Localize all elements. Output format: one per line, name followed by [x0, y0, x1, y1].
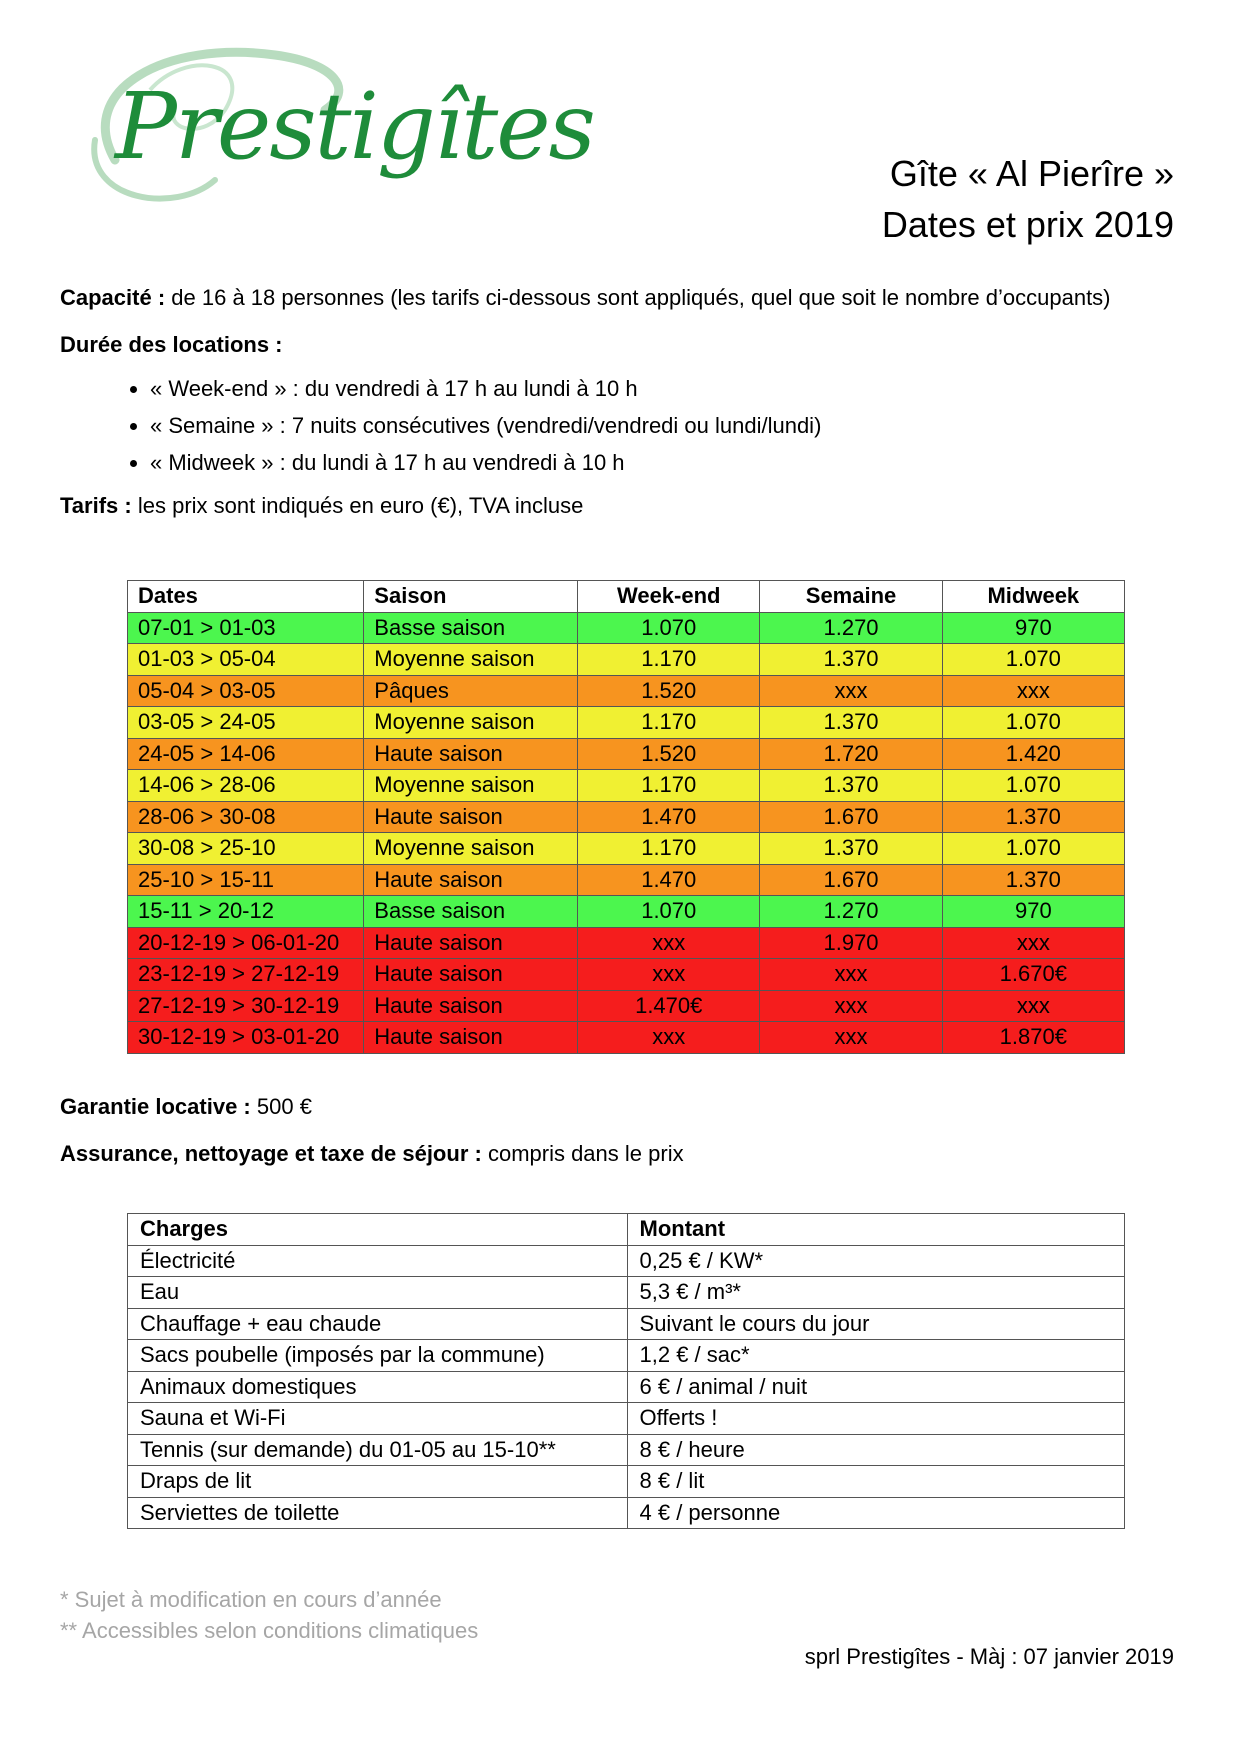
table-row [128, 1340, 1125, 1372]
table-row [128, 864, 1125, 896]
table-row [128, 959, 1125, 991]
cell-charge: Chauffage + eau chaude [128, 1308, 628, 1340]
duration-item: • « Midweek » : du lundi à 17 h au vendredi à 10 h [150, 450, 1180, 476]
tarifs-text: les prix sont indiqués en euro (€), TVA incluse [137, 493, 584, 518]
cell-midweek: 1.670€ [942, 959, 1124, 991]
table-row [128, 675, 1125, 707]
insurance-line [60, 1141, 684, 1167]
cell-dates: 30-08 > 25-10 [128, 833, 364, 865]
capacity-line [60, 285, 1180, 311]
table-row [128, 1403, 1125, 1435]
capacity-label: Capacité : [60, 285, 166, 310]
cell-midweek: 1.070 [942, 707, 1124, 739]
cell-weekend: 1.070 [578, 896, 760, 928]
table-row [128, 1277, 1125, 1309]
cell-amount: 8 € / heure [627, 1434, 1124, 1466]
intro-section [60, 285, 1180, 540]
footer-text: sprl Prestigîtes - Màj : 07 janvier 2019 [804, 1644, 1174, 1669]
cell-dates: 27-12-19 > 30-12-19 [128, 990, 364, 1022]
table-row [128, 1371, 1125, 1403]
cell-amount: 5,3 € / m³* [627, 1277, 1124, 1309]
table-row [128, 990, 1125, 1022]
cell-midweek: 1.070 [942, 833, 1124, 865]
cell-weekend: 1.170 [578, 770, 760, 802]
insurance-label: Assurance, nettoyage et taxe de séjour : [60, 1141, 482, 1166]
insurance-text: compris dans le prix [487, 1141, 684, 1166]
cell-weekend: 1.520 [578, 675, 760, 707]
cell-amount: 1,2 € / sac* [627, 1340, 1124, 1372]
table-row [128, 801, 1125, 833]
logo-text: Prestigîtes [115, 73, 594, 180]
cell-dates: 28-06 > 30-08 [128, 801, 364, 833]
cell-weekend: xxx [578, 1022, 760, 1054]
cell-amount: 4 € / personne [627, 1497, 1124, 1529]
footnotes [60, 1584, 478, 1646]
cell-midweek: 1.370 [942, 801, 1124, 833]
cell-dates: 01-03 > 05-04 [128, 644, 364, 676]
cell-charge: Draps de lit [128, 1466, 628, 1498]
table-row [128, 833, 1125, 865]
cell-semaine: 1.370 [760, 707, 942, 739]
cell-semaine: xxx [760, 1022, 942, 1054]
header-semaine: Semaine [760, 581, 942, 613]
cell-semaine: xxx [760, 675, 942, 707]
prestigites-logo [55, 30, 595, 230]
cell-semaine: 1.970 [760, 927, 942, 959]
cell-dates: 24-05 > 14-06 [128, 738, 364, 770]
price-table [127, 580, 1125, 1054]
header-dates: Dates [128, 581, 364, 613]
cell-season: Haute saison [364, 959, 578, 991]
cell-semaine: xxx [760, 990, 942, 1022]
document-title [882, 148, 1174, 250]
cell-dates: 07-01 > 01-03 [128, 612, 364, 644]
cell-season: Moyenne saison [364, 770, 578, 802]
cell-weekend: 1.470 [578, 801, 760, 833]
cell-dates: 03-05 > 24-05 [128, 707, 364, 739]
charges-table-header [128, 1214, 1125, 1246]
footnote: * Sujet à modification en cours d’année [60, 1587, 442, 1612]
duration-item: • « Week-end » : du vendredi à 17 h au lundi à 10 h [150, 376, 1180, 402]
table-row [128, 1022, 1125, 1054]
cell-weekend: 1.470€ [578, 990, 760, 1022]
cell-charge: Animaux domestiques [128, 1371, 628, 1403]
cell-dates: 05-04 > 03-05 [128, 675, 364, 707]
cell-midweek: 1.420 [942, 738, 1124, 770]
cell-midweek: 1.870€ [942, 1022, 1124, 1054]
cell-season: Moyenne saison [364, 833, 578, 865]
cell-midweek: 970 [942, 896, 1124, 928]
duration-label: Durée des locations : [60, 332, 283, 357]
cell-midweek: 970 [942, 612, 1124, 644]
table-row [128, 1466, 1125, 1498]
cell-weekend: xxx [578, 927, 760, 959]
cell-charge: Sauna et Wi-Fi [128, 1403, 628, 1435]
cell-dates: 20-12-19 > 06-01-20 [128, 927, 364, 959]
duration-item: • « Semaine » : 7 nuits consécutives (vendredi/vendredi ou lundi/lundi) [150, 413, 1180, 439]
cell-semaine: 1.670 [760, 864, 942, 896]
cell-season: Moyenne saison [364, 707, 578, 739]
cell-midweek: 1.070 [942, 770, 1124, 802]
cell-dates: 15-11 > 20-12 [128, 896, 364, 928]
table-row [128, 1497, 1125, 1529]
cell-season: Haute saison [364, 990, 578, 1022]
deposit-text: 500 € [256, 1094, 312, 1119]
cell-charge: Électricité [128, 1245, 628, 1277]
header-saison: Saison [364, 581, 578, 613]
cell-semaine: 1.720 [760, 738, 942, 770]
cell-weekend: 1.470 [578, 864, 760, 896]
cell-weekend: 1.170 [578, 707, 760, 739]
capacity-text: de 16 à 18 personnes (les tarifs ci-dessous sont appliqués, quel que soit le nombre d’occupants) [171, 285, 1111, 310]
header-weekend: Week-end [578, 581, 760, 613]
header-charges: Charges [128, 1214, 628, 1246]
duration-heading [60, 332, 1180, 358]
cell-charge: Sacs poubelle (imposés par la commune) [128, 1340, 628, 1372]
cell-charge: Eau [128, 1277, 628, 1309]
cell-season: Haute saison [364, 738, 578, 770]
cell-season: Basse saison [364, 896, 578, 928]
header-midweek: Midweek [942, 581, 1124, 613]
cell-season: Moyenne saison [364, 644, 578, 676]
footnote: ** Accessibles selon conditions climatiques [60, 1618, 479, 1643]
cell-season: Pâques [364, 675, 578, 707]
deposit-line [60, 1094, 684, 1120]
cell-dates: 14-06 > 28-06 [128, 770, 364, 802]
table-row [128, 707, 1125, 739]
cell-amount: 6 € / animal / nuit [627, 1371, 1124, 1403]
cell-dates: 23-12-19 > 27-12-19 [128, 959, 364, 991]
header-montant: Montant [627, 1214, 1124, 1246]
cell-semaine: 1.370 [760, 644, 942, 676]
table-row [128, 1308, 1125, 1340]
cell-season: Haute saison [364, 864, 578, 896]
cell-season: Haute saison [364, 1022, 578, 1054]
cell-semaine: 1.670 [760, 801, 942, 833]
cell-semaine: 1.270 [760, 612, 942, 644]
cell-weekend: 1.520 [578, 738, 760, 770]
table-row [128, 1434, 1125, 1466]
cell-charge: Tennis (sur demande) du 01-05 au 15-10** [128, 1434, 628, 1466]
cell-season: Haute saison [364, 801, 578, 833]
cell-midweek: 1.370 [942, 864, 1124, 896]
table-row [128, 738, 1125, 770]
duration-list [60, 376, 1180, 476]
logo-graphic [55, 30, 595, 230]
cell-amount: Suivant le cours du jour [627, 1308, 1124, 1340]
cell-semaine: 1.370 [760, 770, 942, 802]
charges-table [127, 1213, 1125, 1529]
cell-midweek: xxx [942, 990, 1124, 1022]
cell-semaine: 1.270 [760, 896, 942, 928]
table-row [128, 927, 1125, 959]
cell-season: Basse saison [364, 612, 578, 644]
cell-charge: Serviettes de toilette [128, 1497, 628, 1529]
cell-midweek: 1.070 [942, 644, 1124, 676]
cell-weekend: 1.070 [578, 612, 760, 644]
cell-weekend: 1.170 [578, 644, 760, 676]
cell-amount: 8 € / lit [627, 1466, 1124, 1498]
title-line-2: Dates et prix 2019 [881, 204, 1174, 245]
deposit-label: Garantie locative : [60, 1094, 251, 1119]
cell-midweek: xxx [942, 675, 1124, 707]
cell-dates: 25-10 > 15-11 [128, 864, 364, 896]
title-line-1: Gîte « Al Pierîre » [889, 153, 1174, 194]
table-row [128, 1245, 1125, 1277]
tarifs-line [60, 493, 1180, 519]
cell-semaine: 1.370 [760, 833, 942, 865]
cell-weekend: 1.170 [578, 833, 760, 865]
conditions-section [60, 1094, 684, 1188]
cell-dates: 30-12-19 > 03-01-20 [128, 1022, 364, 1054]
table-row [128, 770, 1125, 802]
table-row [128, 896, 1125, 928]
tarifs-label: Tarifs : [60, 493, 132, 518]
table-row [128, 612, 1125, 644]
cell-midweek: xxx [942, 927, 1124, 959]
cell-weekend: xxx [578, 959, 760, 991]
price-table-header [128, 581, 1125, 613]
table-row [128, 644, 1125, 676]
cell-season: Haute saison [364, 927, 578, 959]
cell-amount: Offerts ! [627, 1403, 1124, 1435]
cell-semaine: xxx [760, 959, 942, 991]
cell-amount: 0,25 € / KW* [627, 1245, 1124, 1277]
